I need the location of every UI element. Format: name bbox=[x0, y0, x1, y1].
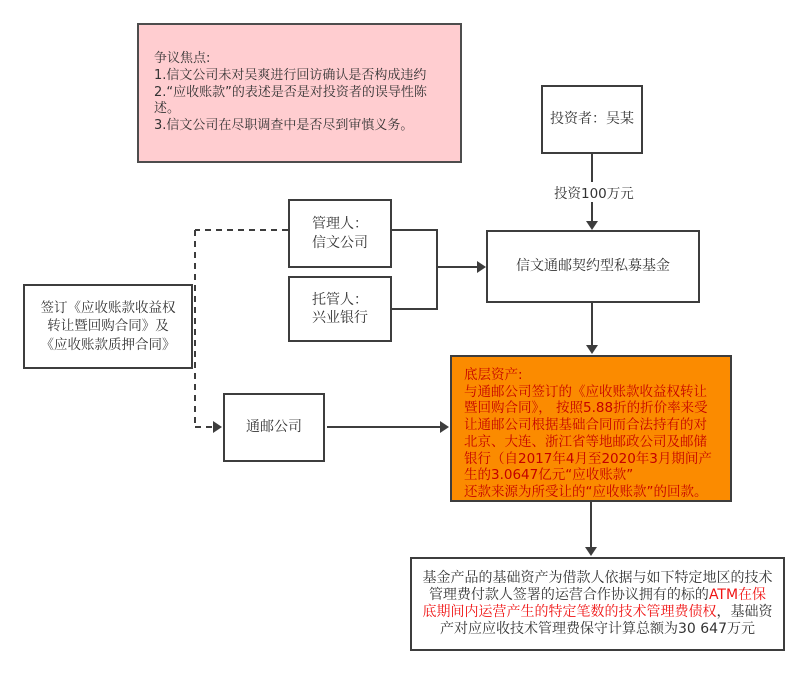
arrowhead-down-icon bbox=[585, 547, 597, 556]
dispute-note bbox=[137, 23, 462, 163]
dispute-item-2: 2.“应收账款”的表述是否是对投资者的误导性陈述。 bbox=[154, 84, 427, 117]
arrowhead-right-icon bbox=[213, 421, 222, 433]
node-manager-role: 管理人： bbox=[312, 216, 368, 233]
underlying-asset-title: 底层资产: bbox=[464, 367, 523, 383]
arrowhead-down-icon bbox=[586, 221, 598, 230]
node-tongyou bbox=[223, 393, 325, 462]
base-asset-text-before: 基金产品的基础资产为借款人依据与如下特定地区的技术管理费付款人签署的运营合作协议拥有的标的 bbox=[422, 570, 773, 604]
base-asset-text bbox=[422, 570, 773, 637]
node-custodian bbox=[288, 276, 392, 342]
arrowhead-right-icon bbox=[477, 261, 486, 273]
node-manager-name: 信文公司 bbox=[312, 234, 368, 251]
node-investor-label: 投资者：吴某 bbox=[550, 111, 634, 128]
node-tongyou-label: 通邮公司 bbox=[246, 419, 302, 436]
contract-note-text: 签订《应收账款收益权转让暨回购合同》及《应收账款质押合同》 bbox=[40, 300, 176, 353]
dispute-item-1: 1.信文公司未对吴爽进行回访确认是否构成违约 bbox=[154, 68, 427, 84]
node-contract-note bbox=[23, 284, 193, 369]
base-asset-text-red: ATM在保底期间内运营产生的特定笔数的技术管理费债权 bbox=[422, 587, 767, 620]
arrowhead-down-icon bbox=[586, 345, 598, 354]
underlying-asset-body: 与通邮公司签订的《应收账款收益权转让暨回购合同》， 按照5.88折的折价率来受让通邮公司根据基础合同而合法持有的对北京、大连、浙江省等地邮政公司及邮储银行（自2017年4月至2020年3月期间产生的3.0647亿元“应收账款” bbox=[464, 383, 712, 484]
base-asset-text-after: ，基础资产对应应收技术管理费保守计算总额为30 647万元 bbox=[440, 604, 773, 637]
base-asset-note bbox=[410, 557, 785, 651]
invest-amount-label: 投资100万元 bbox=[552, 182, 636, 202]
dispute-item-3: 3.信文公司在尽职调查中是否尽到审慎义务。 bbox=[154, 117, 414, 133]
underlying-asset-note bbox=[450, 355, 732, 502]
node-investor bbox=[541, 85, 643, 154]
node-custodian-role: 托管人： bbox=[312, 291, 368, 308]
node-fund bbox=[486, 230, 700, 303]
node-manager bbox=[288, 199, 392, 268]
node-custodian-name: 兴业银行 bbox=[312, 310, 368, 326]
node-fund-label: 信文通邮契约型私募基金 bbox=[516, 258, 670, 275]
underlying-asset-repayment: 还款来源为所受让的“应收账款”的回款。 bbox=[464, 484, 708, 501]
dispute-title: 争议焦点: bbox=[154, 51, 211, 67]
arrowhead-right-icon bbox=[440, 421, 449, 433]
